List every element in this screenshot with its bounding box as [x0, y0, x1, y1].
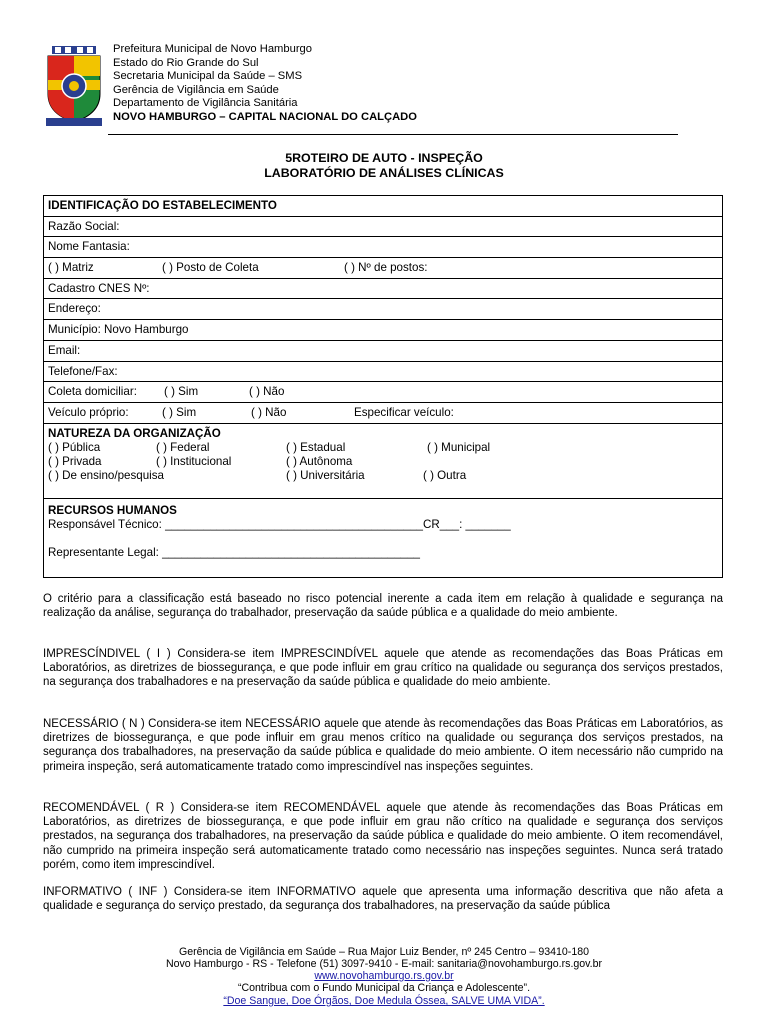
- document-title: 5ROTEIRO DE AUTO - INSPEÇÃO: [285, 151, 483, 165]
- field-nome-fantasia[interactable]: Nome Fantasia:: [44, 237, 722, 258]
- field-responsavel-tecnico[interactable]: Responsável Técnico: ________________________________________CR___: _______: [48, 517, 511, 531]
- checkbox-autonoma[interactable]: ( ) Autônoma: [286, 454, 353, 468]
- footer-slogan: “Doe Sangue, Doe Órgãos, Doe Medula Óssea, SALVE UMA VIDA”.: [223, 995, 545, 1007]
- checkbox-ensino-pesquisa[interactable]: ( ) De ensino/pesquisa: [48, 468, 164, 482]
- checkbox-institucional[interactable]: ( ) Institucional: [156, 454, 232, 468]
- field-endereco[interactable]: Endereço:: [44, 299, 722, 320]
- paragraph-informativo: INFORMATIVO ( INF ) Considera-se item INFORMATIVO aquele que apresenta uma informação descritiva que não afeta a qualidade e segurança do serviço prestado, da segurança dos trabalhadores, na preservação da saúde pública: [43, 886, 723, 913]
- checkbox-universitaria[interactable]: ( ) Universitária: [286, 468, 365, 482]
- row-veiculo-proprio: [44, 403, 722, 424]
- veiculo-proprio-label: Veículo próprio:: [48, 405, 129, 419]
- checkbox-veiculo-nao[interactable]: ( ) Não: [251, 405, 287, 419]
- field-razao-social[interactable]: Razão Social:: [44, 217, 722, 238]
- header-line-secretaria: Secretaria Municipal da Saúde – SMS: [113, 70, 303, 83]
- paragraph-necessario: NECESSÁRIO ( N ) Considera-se item NECESSÁRIO aquele que atende às recomendações das Boas Práticas em Laboratórios, as diretrizes de biossegurança, e que pode influir em grau menos crítico na qualidade ou segurança dos serviços prestados, na segurança dos trabalhadores, na preservação da saúde pública e qualidade do meio ambiente. O item necessário não cumprido na primeira inspeção, será automaticamente tratado como imprescindível nas inspeções seguintes.: [43, 718, 723, 773]
- paragraph-imprescindivel: IMPRESCÍNDIVEL ( I ) Considera-se item IMPRESCINDÍVEL aquele que atende as recomendações das Boas Práticas em Laboratórios, as diretrizes de biossegurança, e que pode influir em grau crítico na qualidade ou segurança dos serviços prestados, na segurança dos trabalhadores e na preservação da saúde pública e qualidade do meio ambiente.: [43, 648, 723, 689]
- section-recursos-humanos: [44, 499, 722, 577]
- footer-website-link[interactable]: www.novohamburgo.rs.gov.br: [314, 970, 454, 982]
- checkbox-coleta-sim[interactable]: ( ) Sim: [164, 385, 199, 399]
- footer-contact: Novo Hamburgo - RS - Telefone (51) 3097-9410 - E-mail: sanitaria@novohamburgo.rs.gov.br: [165, 958, 603, 970]
- field-telefone-fax[interactable]: Telefone/Fax:: [44, 362, 722, 383]
- checkbox-federal[interactable]: ( ) Federal: [156, 440, 210, 454]
- header-line-departamento: Departamento de Vigilância Sanitária: [113, 97, 298, 110]
- checkbox-posto-coleta[interactable]: ( ) Posto de Coleta: [162, 261, 259, 275]
- field-municipio[interactable]: Município: Novo Hamburgo: [44, 320, 722, 341]
- header-divider: [108, 134, 678, 135]
- header-line-estado: Estado do Rio Grande do Sul: [113, 56, 259, 69]
- checkbox-publica[interactable]: ( ) Pública: [48, 440, 101, 454]
- checkbox-outra[interactable]: ( ) Outra: [423, 468, 467, 482]
- field-representante-legal[interactable]: Representante Legal: ________________________________________: [48, 545, 421, 559]
- paragraph-recomendavel: RECOMENDÁVEL ( R ) Considera-se item RECOMENDÁVEL aquele que atende às recomendações das Boas Práticas em Laboratórios, as diretrizes de biossegurança, e que pode influir em grau não crítico na qualidade e segurança dos serviços prestados, na segurança dos trabalhadores, na preservação da saúde pública e qualidade do meio ambiente. O item recomendável, não cumprido na primeira inspeção será automaticamente tratado como necessário nas inspeções seguintes. Nunca será tratado porém, como item imprescindível.: [43, 802, 723, 871]
- section-natureza-organizacao: [44, 424, 722, 499]
- header-text: [113, 43, 673, 125]
- checkbox-veiculo-sim[interactable]: ( ) Sim: [162, 405, 197, 419]
- footer-address: Gerência de Vigilância em Saúde – Rua Major Luiz Bender, nº 245 Centro – 93410-180: [178, 946, 590, 958]
- checkbox-estadual[interactable]: ( ) Estadual: [286, 440, 346, 454]
- row-tipo-estabelecimento: [44, 258, 722, 279]
- field-email[interactable]: Email:: [44, 341, 722, 362]
- row-coleta-domiciliar: [44, 382, 722, 403]
- coat-of-arms-logo: [46, 46, 102, 128]
- identification-form: [43, 195, 723, 578]
- field-cadastro-cnes[interactable]: Cadastro CNES Nº:: [44, 279, 722, 300]
- footer-slogan-row: [0, 995, 768, 1007]
- footer-fund-note: “Contribua com o Fundo Municipal da Criança e Adolescente”.: [237, 982, 531, 994]
- document-subtitle: LABORATÓRIO DE ANÁLISES CLÍNICAS: [264, 166, 504, 180]
- field-especificar-veiculo[interactable]: Especificar veículo:: [354, 405, 454, 419]
- checkbox-numero-postos[interactable]: ( ) Nº de postos:: [344, 261, 428, 275]
- header-line-gerencia: Gerência de Vigilância em Saúde: [113, 83, 279, 96]
- natureza-title: NATUREZA DA ORGANIZAÇÃO: [48, 426, 221, 440]
- section-identificacao-title: IDENTIFICAÇÃO DO ESTABELECIMENTO: [44, 196, 722, 217]
- coleta-domiciliar-label: Coleta domiciliar:: [48, 385, 137, 399]
- header-line-capital: NOVO HAMBURGO – CAPITAL NACIONAL DO CALÇADO: [113, 110, 417, 123]
- checkbox-matriz[interactable]: ( ) Matriz: [48, 261, 94, 275]
- header-line-prefeitura: Prefeitura Municipal de Novo Hamburgo: [113, 43, 312, 55]
- recursos-humanos-title: RECURSOS HUMANOS: [48, 503, 177, 517]
- checkbox-privada[interactable]: ( ) Privada: [48, 454, 102, 468]
- paragraph-criterio: O critério para a classificação está baseado no risco potencial inerente a cada item em relação à qualidade e segurança na realização da análise, segurança do trabalhador, preservação da saúde pública e a qualidade do meio ambiente.: [43, 593, 723, 620]
- checkbox-municipal[interactable]: ( ) Municipal: [427, 440, 491, 454]
- checkbox-coleta-nao[interactable]: ( ) Não: [249, 385, 285, 399]
- footer-website-row: [0, 970, 768, 982]
